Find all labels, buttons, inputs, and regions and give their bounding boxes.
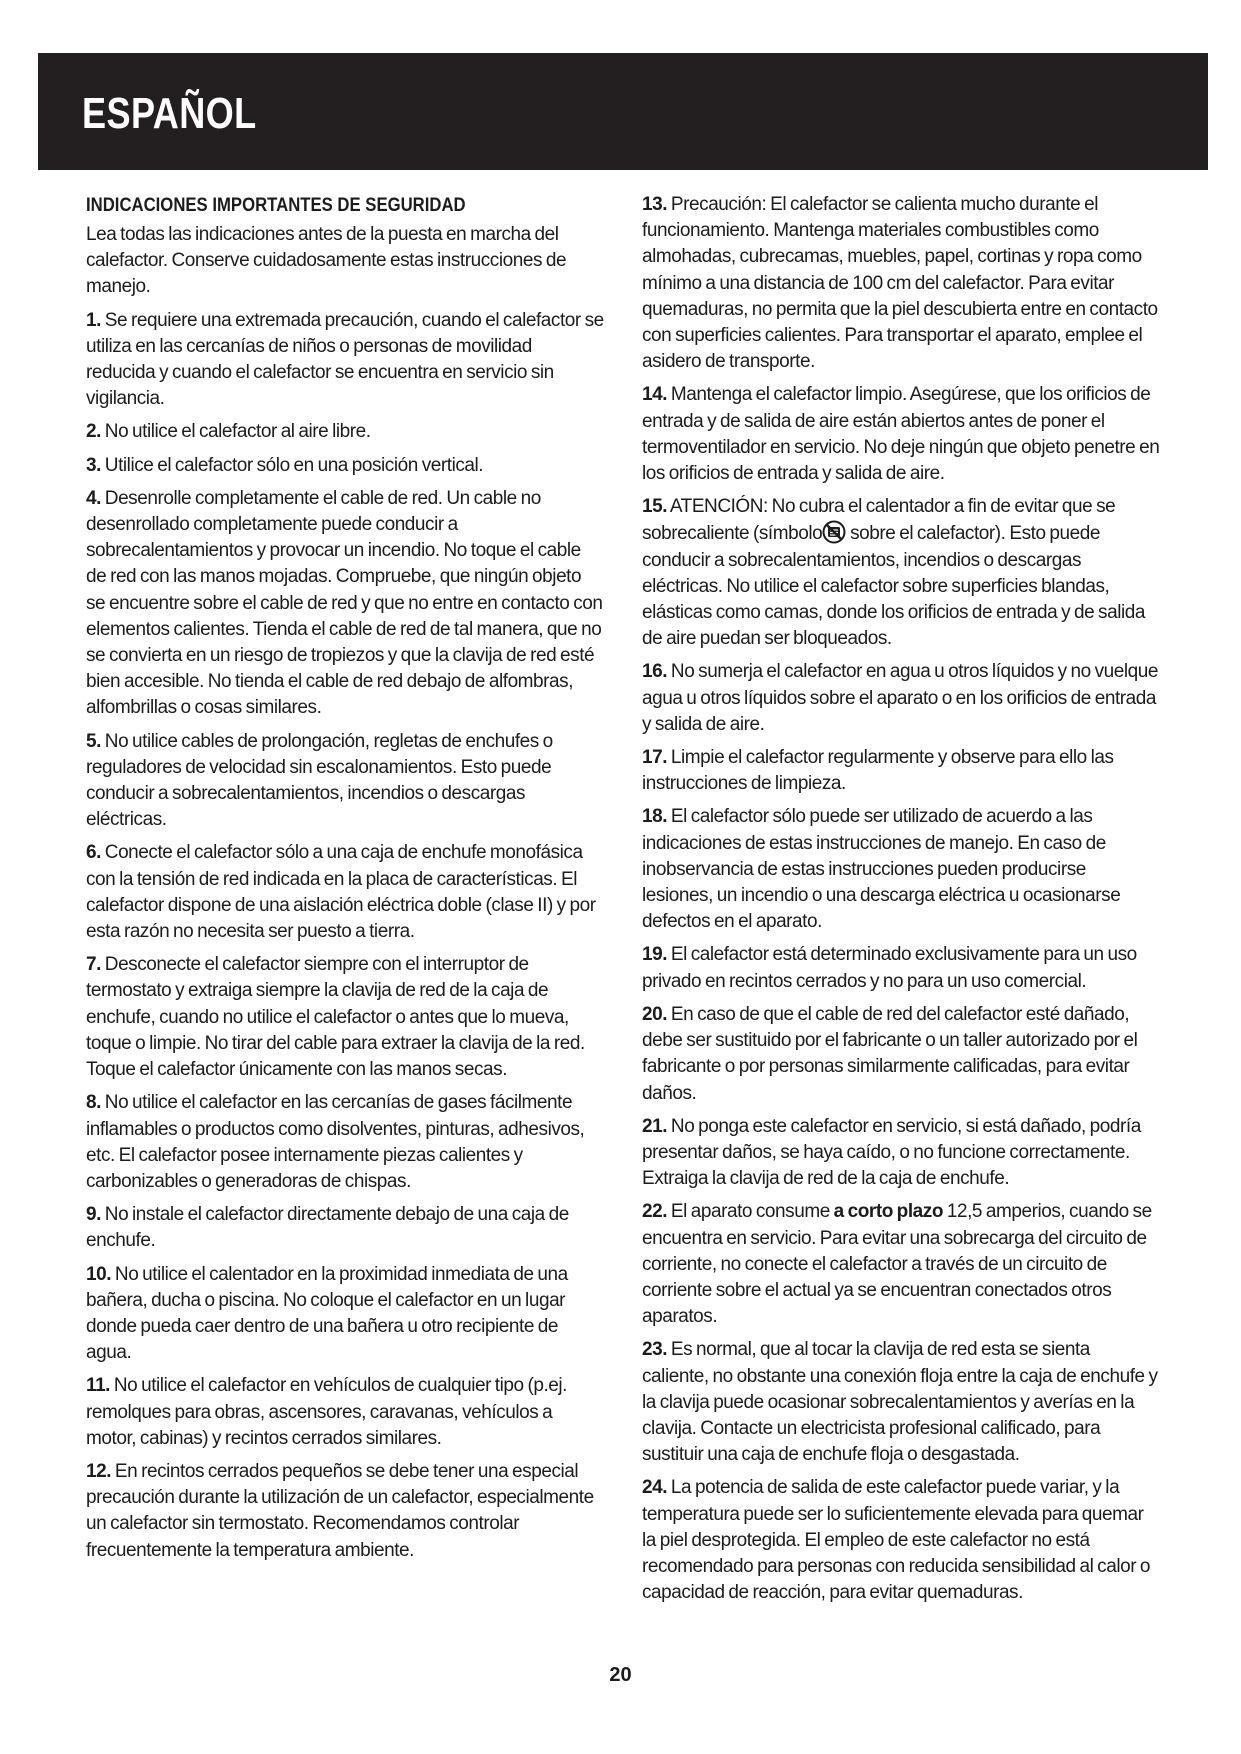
item-text: Desenrolle completamente el cable de red. Un cable no desenrollado completamente puede conducir a sobrecalentamientos y provocar un incendio. No toque el cable de red con las manos mojadas. Compruebe, que ningún objeto se encuentre sobre el cable de red y que no entre en contacto con elementos calientes. Tienda el cable de red de tal manera, que no se convierta en un riesgo de tropiezos y que la clavija de red esté bien accesible. No tienda el cable de red debajo de alfombras, alfombrillas o cosas similares. bbox=[86, 487, 603, 719]
item-number: 7. bbox=[86, 954, 101, 976]
item-text: El calefactor está determinado exclusivamente para un uso privado en recintos cerrados y no para un uso comercial. bbox=[642, 944, 1137, 992]
safety-item-9 bbox=[86, 1202, 604, 1254]
safety-item-16 bbox=[642, 659, 1160, 738]
safety-item-10 bbox=[86, 1262, 604, 1367]
item-text: Se requiere una extremada precaución, cuando el calefactor se utiliza en las cercanías de niños o personas de movilidad reducida y cuando el calefactor se encuentra en servicio sin vigilancia. bbox=[86, 309, 604, 410]
safety-item-21 bbox=[642, 1114, 1160, 1193]
safety-item-8 bbox=[86, 1090, 604, 1195]
item-number: 24. bbox=[642, 1477, 668, 1499]
item-number: 22. bbox=[642, 1201, 668, 1223]
safety-item-6 bbox=[86, 840, 604, 945]
item-number: 8. bbox=[86, 1092, 101, 1114]
item-text: No utilice el calentador en la proximidad inmediata de una bañera, ducha o piscina. No coloque el calefactor en un lugar donde pueda caer dentro de una bañera u otro recipiente de agua. bbox=[86, 1263, 568, 1364]
item-text: Limpie el calefactor regularmente y observe para ello las instrucciones de limpieza. bbox=[642, 747, 1114, 795]
safety-item-11 bbox=[86, 1373, 604, 1452]
item-text-after-symbol: sobre el calefactor). Esto puede conducir a sobrecalentamientos, incendios o descargas eléctricas. No utilice el calefactor sobre superficies blandas, elásticas como camas, donde los orificios de entrada y de salida de aire puedan ser bloqueados. bbox=[642, 523, 1145, 650]
item-text: Desconecte el calefactor siempre con el interruptor de termostato y extraiga siempre la clavija de red de la caja de enchufe, cuando no utilice el calefactor o antes que lo mueva, toque o limpie. No tirar del cable para extraer la clavija de la red. Toque el calefactor únicamente con las manos secas. bbox=[86, 954, 585, 1081]
item-number: 5. bbox=[86, 730, 101, 752]
safety-item-13 bbox=[642, 192, 1160, 375]
safety-item-20 bbox=[642, 1002, 1160, 1107]
item-number: 17. bbox=[642, 747, 668, 769]
item-text: Es normal, que al tocar la clavija de red esta se sienta caliente, no obstante una conexión floja entre la caja de enchufe y la clavija puede ocasionar sobrecalentamientos y averías en la clavija. Contacte un electricista profesional calificado, para sustituir una caja de enchufe floja o desgastada. bbox=[642, 1339, 1158, 1466]
safety-item-4 bbox=[86, 486, 604, 722]
safety-item-2 bbox=[86, 419, 604, 445]
item-text-before-symbol: ATENCIÓN: No cubra el calentador a fin de evitar que se sobrecaliente (símbolo bbox=[642, 496, 1116, 545]
item-number: 3. bbox=[86, 454, 101, 476]
item-number: 20. bbox=[642, 1003, 668, 1025]
item-text: La potencia de salida de este calefactor puede variar, y la temperatura puede ser lo suficientemente elevada para quemar la piel desprotegida. El empleo de este calefactor no está recomendado para personas con reducida sensibilidad al calor o capacidad de reacción, para evitar quemaduras. bbox=[642, 1477, 1151, 1604]
safety-item-15 bbox=[642, 494, 1160, 652]
safety-item-5 bbox=[86, 729, 604, 834]
safety-item-19 bbox=[642, 942, 1160, 994]
safety-item-7 bbox=[86, 952, 604, 1083]
item-text: No utilice el calefactor al aire libre. bbox=[104, 421, 371, 443]
safety-item-24 bbox=[642, 1475, 1160, 1606]
item-text: En recintos cerrados pequeños se debe tener una especial precaución durante la utilización de un calefactor, especialmente un calefactor sin termostato. Recomendamos controlar frecuentemente la temperatura ambiente. bbox=[86, 1460, 594, 1561]
item-number: 21. bbox=[642, 1115, 668, 1137]
right-column bbox=[642, 192, 1160, 1613]
item-number: 15. bbox=[642, 496, 668, 518]
item-text-before-bold: El aparato consume bbox=[670, 1201, 830, 1223]
item-number: 14. bbox=[642, 384, 668, 406]
safety-item-17 bbox=[642, 745, 1160, 797]
item-text: Utilice el calefactor sólo en una posición vertical. bbox=[104, 454, 484, 476]
page-number: 20 bbox=[609, 1664, 632, 1686]
item-number: 23. bbox=[642, 1339, 668, 1361]
item-number: 4. bbox=[86, 487, 101, 509]
item-number: 13. bbox=[642, 194, 668, 215]
left-column bbox=[86, 192, 604, 1571]
item-text-bold: a corto plazo bbox=[833, 1201, 943, 1223]
safety-item-12 bbox=[86, 1459, 604, 1564]
item-text: Mantenga el calefactor limpio. Asegúrese, que los orificios de entrada y de salida de aire están abiertos antes de poner el termoventilador en servicio. No deje ningún que objeto penetre en los orificios de entrada y salida de aire. bbox=[642, 384, 1160, 485]
item-number: 6. bbox=[86, 842, 101, 864]
item-text: No utilice el calefactor en las cercanías de gases fácilmente inflamables o productos como disolventes, pinturas, adhesivos, etc. El calefactor posee internamente piezas calientes y carbonizables o generadoras de chispas. bbox=[86, 1092, 585, 1192]
item-number: 18. bbox=[642, 806, 668, 828]
item-text: No utilice el calefactor en vehículos de cualquier tipo (p.ej. remolques para obras, ascensores, caravanas, vehículos a motor, cabinas) y recintos cerrados similares. bbox=[86, 1375, 568, 1449]
item-number: 2. bbox=[86, 421, 101, 443]
item-text: Precaución: El calefactor se calienta mucho durante el funcionamiento. Mantenga materiales combustibles como almohadas, cubrecamas, muebles, papel, cortinas y ropa como mínimo a una distancia de 100 cm del calefactor. Para evitar quemaduras, no permita que la piel descubierta entre en contacto con superficies calientes. Para transportar el aparato, emplee el asidero de transporte. bbox=[642, 194, 1158, 373]
item-number: 12. bbox=[86, 1460, 112, 1482]
page-header-banner bbox=[38, 53, 1204, 170]
item-text: No utilice cables de prolongación, regletas de enchufes o reguladores de velocidad sin escalonamientos. Esto puede conducir a sobrecalentamientos, incendios o descargas eléctricas. bbox=[86, 730, 553, 831]
item-number: 16. bbox=[642, 661, 668, 683]
safety-item-22 bbox=[642, 1199, 1160, 1330]
safety-item-18 bbox=[642, 804, 1160, 935]
safety-item-23 bbox=[642, 1337, 1160, 1468]
item-text: No ponga este calefactor en servicio, si está dañado, podría presentar daños, se haya caído, o no funcione correctamente. Extraiga la clavija de red de la caja de enchufe. bbox=[642, 1115, 1141, 1190]
item-text: No sumerja el calefactor en agua u otros líquidos y no vuelque agua u otros líquidos sobre el aparato o en los orificios de entrada y salida de aire. bbox=[642, 661, 1159, 735]
header-edge-rule bbox=[1204, 53, 1208, 170]
item-text: En caso de que el cable de red del calefactor esté dañado, debe ser sustituido por el fabricante o un taller autorizado por el fabricante o por personas similarmente calificadas, para evitar daños. bbox=[642, 1003, 1138, 1104]
item-number: 1. bbox=[86, 309, 101, 331]
language-heading: ESPAÑOL bbox=[82, 89, 257, 138]
item-text: No instale el calefactor directamente debajo de una caja de enchufe. bbox=[86, 1204, 569, 1252]
item-text-after-bold: 12,5 amperios, cuando se encuentra en servicio. Para evitar una sobrecarga del circuito de corriente, no conecte el calefactor a través de un circuito de corriente sobre el actual ya se encuentran conectados otros aparatos. bbox=[642, 1201, 1152, 1328]
safety-item-1 bbox=[86, 308, 604, 413]
item-text: Conecte el calefactor sólo a una caja de enchufe monofásica con la tensión de red indicada en la placa de características. El calefactor dispone de una aislación eléctrica doble (clase II) y por esta razón no necesita ser puesto a tierra. bbox=[86, 842, 596, 943]
safety-item-3 bbox=[86, 453, 604, 479]
item-number: 19. bbox=[642, 944, 668, 966]
item-text: El calefactor sólo puede ser utilizado de acuerdo a las indicaciones de estas instrucciones de manejo. En caso de inobservancia de estas instrucciones pueden producirse lesiones, un incendio o una descarga eléctrica u ocasionarse defectos en el aparato. bbox=[642, 806, 1121, 933]
safety-item-14 bbox=[642, 382, 1160, 487]
item-number: 11. bbox=[86, 1375, 111, 1397]
intro-paragraph: Lea todas las indicaciones antes de la puesta en marcha del calefactor. Conserve cuidadosamente estas instrucciones de manejo. bbox=[86, 224, 567, 298]
item-number: 9. bbox=[86, 1204, 101, 1226]
do-not-cover-icon bbox=[822, 520, 846, 544]
item-number: 10. bbox=[86, 1263, 112, 1285]
section-title: INDICACIONES IMPORTANTES DE SEGURIDAD bbox=[86, 195, 466, 216]
